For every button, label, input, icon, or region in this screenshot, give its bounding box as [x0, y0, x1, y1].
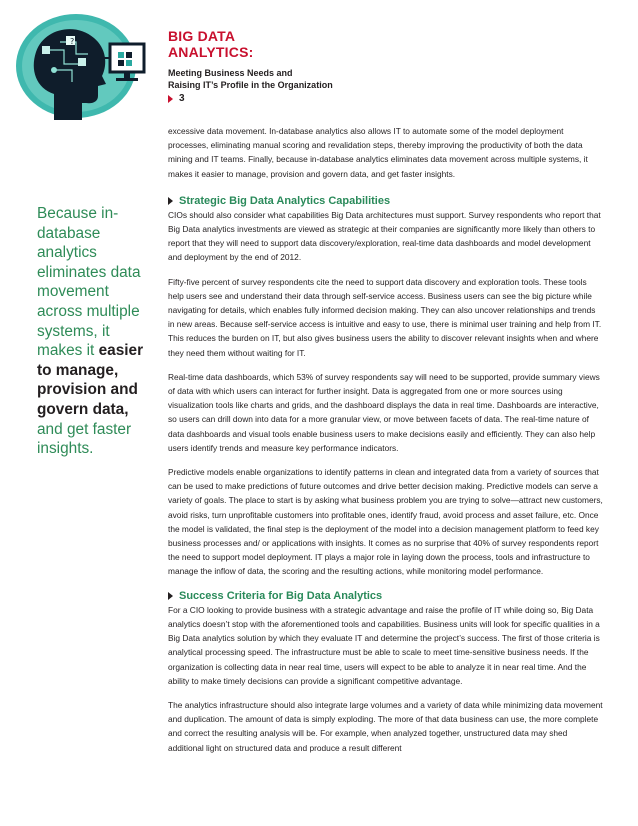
title-colon: :: [248, 44, 254, 60]
section-1-title: Strategic Big Data Analytics Capabilities: [179, 194, 391, 207]
title-line-2: ANALYTICS: [168, 44, 249, 60]
pull-quote: [37, 204, 155, 459]
section-marker-icon: [168, 197, 173, 205]
report-title: [168, 28, 468, 60]
document-header: [168, 28, 468, 104]
page-indicator: [168, 93, 468, 104]
section-1-paragraph-2: Fifty-five percent of survey respondents cite the need to support data discovery and exploration tools. These tools help users see and understand their data through self-service access. Business users can see the big picture while navigating for details, which enables fully informed decision making. They can also uncover relationships and trends in new areas. Because self-service access is intuitive and easy to use, there is minimal user training and help from IT. This reduces the burden on IT, but also gives business users the ability to discover relevant insights when and where they need them without waiting for IT.: [168, 276, 602, 358]
svg-text:?: ?: [70, 37, 75, 46]
section-2-title: Success Criteria for Big Data Analytics: [179, 589, 383, 602]
section-1-paragraph-4: Predictive models enable organizations to identify patterns in clean and integrated data from a variety of sources that can be used to make predictions of future outcomes and drive better decision making. Predictive models can serve a variety of goals. The place to start is by asking what business problem you are trying to solve—attract new customers, avoid risks, turn unprofitable customers into profitable ones, identify fraud, avoid process and asset failure, etc. Once the model is validated, the final step is the deployment of the model into a decision management platform to feed key business processes and/ or applications with insights. It comes as no surprise that 40% of survey respondents report the need to support model deployment. IT plays a major role in laying down the process, tools and infrastructure to manage the inflow of data, the scoring and the resulting actions, while monitoring model performance.: [168, 467, 603, 577]
subtitle-line-1: Meeting Business Needs and: [168, 68, 293, 78]
section-heading-success-criteria: [168, 589, 604, 603]
pull-quote-part-2: and get faster insights.: [37, 420, 132, 458]
page-number: 3: [179, 93, 185, 104]
pull-quote-emphasis: easier to manage, provision and govern data,: [37, 342, 144, 418]
pull-quote-part-1: Because in-database analytics eliminates data movement across multiple systems, it makes it: [37, 205, 141, 360]
page-marker-icon: [168, 95, 173, 103]
title-line-1: BIG DATA: [168, 28, 236, 44]
intro-paragraph: excessive data movement. In-database analytics also allows IT to automate some of the model deployment processes, eliminating manual scoring and revalidation steps, thereby improving the productivity of both the data mining and IT teams. Finally, because in-database analytics eliminates data movement across multiple systems, it makes it easier to manage, provision and govern data, and get faster insights.: [168, 126, 588, 179]
section-1-paragraph-1: CIOs should also consider what capabilities Big Data architectures must support. Survey respondents who report that Big Data analytics investments are viewed as strategic at their companies are significantly more likely than others to report that they will need to support data discovery/exploration, real-time data dashboards and model development and deployment by the end of 2012.: [168, 209, 601, 263]
section-2-paragraph-1: For a CIO looking to provide business with a strategic advantage and raise the profile of IT while doing so, Big Data analytics doesn’t stop with the aforementioned tools and capabilities. Business units will look for specific qualities in a Big Data analytics solution by which they evaluate IT and determine the project’s success. The first of those criteria is analytical processing speed. The infrastructure must be able to scale to meet time-sensitive business needs. If the organization is collecting data in near real time, users will expect to be able to analyze it in near real time. And the ability to make timely decisions can provide a significant competitive advantage.: [168, 604, 600, 686]
section-2-paragraph-2: The analytics infrastructure should also integrate large volumes and a variety of data while minimizing data movement and duplication. The amount of data is simply exploding. The more of that data business can use, the more complete and correct the resulting analysis will be. For example, when analyzed together, unstructured data may shed additional light on structured data and produce a result different: [168, 699, 603, 753]
report-subtitle: [168, 68, 468, 91]
section-marker-icon: [168, 592, 173, 600]
section-heading-strategic: [168, 194, 604, 208]
article-body: [168, 124, 604, 765]
big-data-logo-illustration: [14, 8, 156, 120]
subtitle-line-2: Raising IT’s Profile in the Organization: [168, 79, 333, 90]
section-1-paragraph-3: Real-time data dashboards, which 53% of survey respondents say will need to be supported, provide summary views of data with which users can interact for further insight. Data is aggregated from one or more sources using visualization tools like charts and grids, and the dashboard displays the data in real time. Dashboards are interactive, so users can drill down into data for a more granular view, or move between facets of data. The real-time nature of data dashboards and visual tools enable business users to make decisions easily and efficiently. They can also help users identify trends and measure key performance indicators.: [168, 371, 600, 453]
